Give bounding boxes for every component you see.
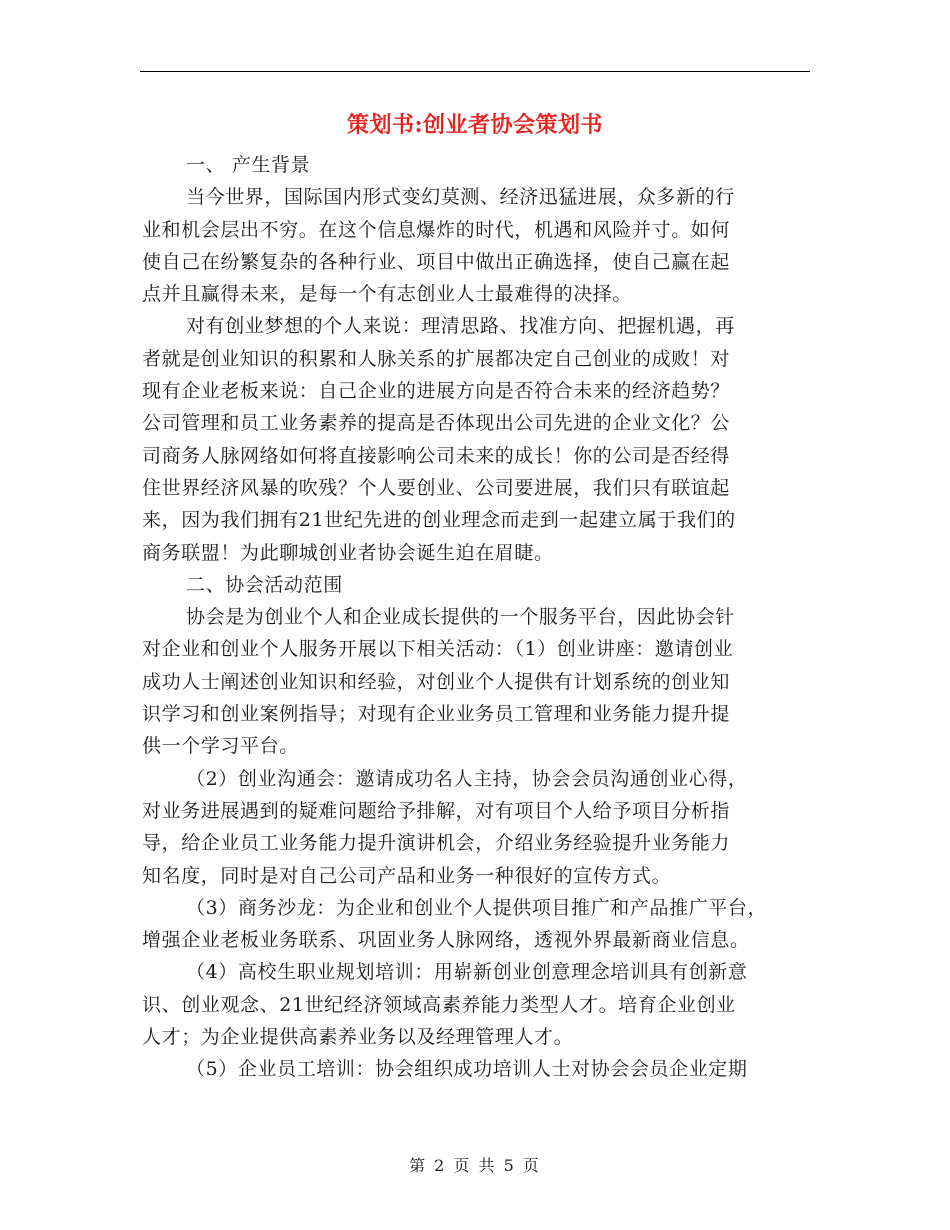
text-line: 商务联盟！为此聊城创业者协会诞生迫在眉睫。 xyxy=(142,541,554,564)
text-line: 现有企业老板来说：自己企业的进展方向是否符合未来的经济趋势？ xyxy=(142,380,731,403)
text-line: （4）高校生职业规划培训：用崭新创业创意理念培训具有创新意 xyxy=(186,961,748,984)
text-line: 公司管理和员工业务素养的提高是否体现出公司先进的企业文化？公 xyxy=(142,412,731,435)
header-rule xyxy=(140,71,810,72)
text-line: （3）商务沙龙：为企业和创业个人提供项目推广和产品推广平台， xyxy=(186,896,768,919)
text-line: 对业务进展遇到的疑难问题给予排解，对有项目个人给予项目分析指 xyxy=(142,799,731,822)
text-line: 住世界经济风暴的吹残？个人要创业、公司要进展，我们只有联谊起 xyxy=(142,476,731,499)
text-line: 对有创业梦想的个人来说：理清思路、找准方向、把握机遇，再 xyxy=(186,315,735,338)
text-line: 识学习和创业案例指导；对现有企业业务员工管理和业务能力提升提 xyxy=(142,703,731,726)
text-line: 知名度，同时是对自己公司产品和业务一种很好的宣传方式。 xyxy=(142,864,672,887)
text-line: （2）创业沟通会：邀请成功名人主持，协会会员沟通创业心得， xyxy=(186,767,748,790)
text-line: 成功人士阐述创业知识和经验，对创业个人提供有计划系统的创业知 xyxy=(142,670,731,693)
text-line: 一、 产生背景 xyxy=(186,154,311,176)
text-line: 者就是创业知识的积累和人脉关系的扩展都决定自己创业的成败！对 xyxy=(142,347,731,370)
text-line: 增强企业老板业务联系、巩固业务人脉网络，透视外界最新商业信息。 xyxy=(142,929,750,952)
text-line: 来，因为我们拥有21世纪先进的创业理念而走到一起建立属于我们的 xyxy=(142,509,736,532)
page-number: 第 2 页 共 5 页 xyxy=(409,1156,541,1175)
text-line: 二、协会活动范围 xyxy=(186,573,343,596)
text-line: 协会是为创业个人和企业成长提供的一个服务平台，因此协会针 xyxy=(186,606,735,629)
text-line: 人才；为企业提供高素养业务以及经理管理人才。 xyxy=(142,1026,574,1049)
text-line: 导，给企业员工业务能力提升演讲机会，介绍业务经验提升业务能力 xyxy=(142,832,731,855)
text-line: 业和机会层出不穷。在这个信息爆炸的时代，机遇和风险并寸。如何 xyxy=(142,218,731,241)
document-body xyxy=(142,149,812,1086)
text-line: （5）企业员工培训：协会组织成功培训人士对协会会员企业定期 xyxy=(186,1058,748,1081)
text-line: 点并且赢得未来，是每一个有志创业人士最难得的决择。 xyxy=(142,283,633,306)
document-title: 策划书:创业者协会策划书 xyxy=(346,112,604,138)
text-line: 对企业和创业个人服务开展以下相关活动：（1）创业讲座：邀请创业 xyxy=(142,638,734,661)
text-line: 当今世界，国际国内形式变幻莫测、经济迅猛进展，众多新的行 xyxy=(186,186,735,209)
text-line: 使自己在纷繁复杂的各种行业、项目中做出正确选择，使自己赢在起 xyxy=(142,250,731,273)
text-line: 识、创业观念、21世纪经济领域高素养能力类型人才。培育企业创业 xyxy=(142,993,736,1016)
text-line: 司商务人脉网络如何将直接影响公司未来的成长！你的公司是否经得 xyxy=(142,444,731,467)
text-line: 供一个学习平台。 xyxy=(142,735,299,758)
